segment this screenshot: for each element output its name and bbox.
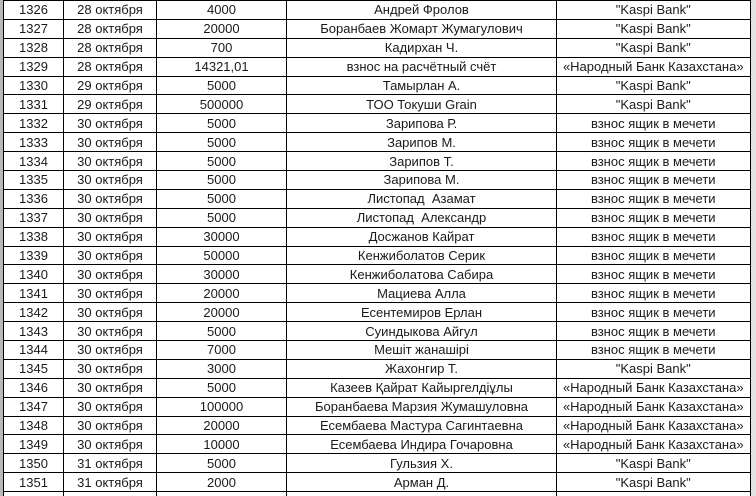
cell-name[interactable]: Есембаева Индира Гочаровна: [287, 435, 557, 454]
cell-name[interactable]: Есембаева Мастура Сагинтаевна: [287, 416, 557, 435]
table-row: [4, 246, 751, 265]
cell-row-number[interactable]: 1332: [4, 114, 64, 133]
table-row: [4, 114, 751, 133]
cell-destination[interactable]: взнос ящик в мечети: [557, 227, 751, 246]
cell-date[interactable]: 30 октября: [64, 171, 157, 190]
table-row: [4, 38, 751, 57]
cell-row-number[interactable]: 1338: [4, 227, 64, 246]
cell-amount[interactable]: 5000: [157, 189, 287, 208]
cell-date[interactable]: 30 октября: [64, 341, 157, 360]
cell-name[interactable]: Суиндыкова Айгул: [287, 322, 557, 341]
cell-name[interactable]: ТОО Токуши Grain: [287, 95, 557, 114]
cell-amount[interactable]: 5000: [157, 378, 287, 397]
cell-name[interactable]: Жахонгир Т.: [287, 359, 557, 378]
table-row: [4, 359, 751, 378]
table-row: [4, 265, 751, 284]
table-row: [4, 435, 751, 454]
cell-name[interactable]: Арман Д.: [287, 473, 557, 492]
table-row: [4, 416, 751, 435]
cell-row-number[interactable]: 1331: [4, 95, 64, 114]
table-row: [4, 171, 751, 190]
cell-date[interactable]: 29 октября: [64, 95, 157, 114]
right-edge-strip: [751, 0, 756, 496]
cell-name[interactable]: Андрей Фролов: [287, 1, 557, 20]
cell-amount[interactable]: 3000: [157, 359, 287, 378]
table-row: [4, 454, 751, 473]
cell-amount[interactable]: 5000: [157, 208, 287, 227]
cell-date[interactable]: 30 октября: [64, 227, 157, 246]
cell-amount[interactable]: 5000: [157, 76, 287, 95]
cell-name[interactable]: Мациева Алла: [287, 284, 557, 303]
cell-amount[interactable]: 20000: [157, 284, 287, 303]
cell-amount[interactable]: 5000: [157, 114, 287, 133]
cell-name[interactable]: Тамырлан А.: [287, 76, 557, 95]
cell-destination[interactable]: "Kaspi Bank": [557, 95, 751, 114]
cell-name[interactable]: Листопад Азамат: [287, 189, 557, 208]
table-row: [4, 208, 751, 227]
cell-destination[interactable]: взнос ящик в мечети: [557, 208, 751, 227]
cell-row-number[interactable]: 1343: [4, 322, 64, 341]
cell-name[interactable]: Мешіт жанашірі: [287, 341, 557, 360]
cell-row-number[interactable]: 1344: [4, 341, 64, 360]
cell-destination[interactable]: «Народный Банк Казахстана»: [557, 57, 751, 76]
table-row: [4, 19, 751, 38]
cell-row-number[interactable]: 1334: [4, 152, 64, 171]
table-row-partial: [4, 492, 751, 496]
cell-amount[interactable]: 10000: [157, 435, 287, 454]
cell-row-number[interactable]: 1351: [4, 473, 64, 492]
cell-date[interactable]: 28 октября: [64, 38, 157, 57]
cell-date[interactable]: 30 октября: [64, 359, 157, 378]
cell-date[interactable]: 30 октября: [64, 114, 157, 133]
table-row: [4, 227, 751, 246]
cell-destination[interactable]: взнос ящик в мечети: [557, 133, 751, 152]
cell-date[interactable]: 28 октября: [64, 1, 157, 20]
table-row: [4, 397, 751, 416]
table-row: [4, 284, 751, 303]
cell-name[interactable]: Есентемиров Ерлан: [287, 303, 557, 322]
cell-amount[interactable]: 5000: [157, 322, 287, 341]
cell-amount[interactable]: 500000: [157, 95, 287, 114]
left-edge-strip: [0, 0, 3, 496]
cell-date[interactable]: 30 октября: [64, 397, 157, 416]
cell-destination[interactable]: «Народный Банк Казахстана»: [557, 397, 751, 416]
cell-date[interactable]: 30 октября: [64, 322, 157, 341]
cell-date[interactable]: 28 октября: [64, 19, 157, 38]
cell-amount[interactable]: 700: [157, 38, 287, 57]
cell-row-number[interactable]: 1326: [4, 1, 64, 20]
cell-name[interactable]: Гульзия Х.: [287, 454, 557, 473]
table-row: [4, 76, 751, 95]
cell-date[interactable]: 30 октября: [64, 265, 157, 284]
cell-amount[interactable]: 20000: [157, 416, 287, 435]
cell-amount[interactable]: [157, 492, 287, 496]
donations-table-body: [4, 1, 751, 496]
table-row: [4, 303, 751, 322]
cell-name[interactable]: Казеев Қайрат Кайыргелдіұлы: [287, 378, 557, 397]
cell-row-number[interactable]: 1348: [4, 416, 64, 435]
table-row: [4, 322, 751, 341]
cell-row-number[interactable]: 1345: [4, 359, 64, 378]
cell-destination[interactable]: "Kaspi Bank": [557, 454, 751, 473]
cell-destination[interactable]: "Kaspi Bank": [557, 19, 751, 38]
cell-destination[interactable]: взнос ящик в мечети: [557, 114, 751, 133]
cell-date[interactable]: 28 октября: [64, 57, 157, 76]
cell-row-number[interactable]: 1339: [4, 246, 64, 265]
cell-date[interactable]: 30 октября: [64, 378, 157, 397]
cell-amount[interactable]: 30000: [157, 227, 287, 246]
cell-name[interactable]: Кенжиболатова Сабира: [287, 265, 557, 284]
cell-date[interactable]: 30 октября: [64, 416, 157, 435]
cell-name[interactable]: Кадирхан Ч.: [287, 38, 557, 57]
cell-destination[interactable]: взнос ящик в мечети: [557, 265, 751, 284]
cell-destination[interactable]: взнос ящик в мечети: [557, 152, 751, 171]
cell-amount[interactable]: 5000: [157, 152, 287, 171]
table-row: [4, 189, 751, 208]
cell-row-number[interactable]: 1327: [4, 19, 64, 38]
cell-name[interactable]: [287, 492, 557, 496]
cell-destination[interactable]: [557, 492, 751, 496]
cell-amount[interactable]: 30000: [157, 265, 287, 284]
cell-destination[interactable]: взнос ящик в мечети: [557, 246, 751, 265]
cell-name[interactable]: Боранбаев Жомарт Жумагулович: [287, 19, 557, 38]
table-row: [4, 133, 751, 152]
cell-date[interactable]: 30 октября: [64, 189, 157, 208]
cell-amount[interactable]: 50000: [157, 246, 287, 265]
cell-date[interactable]: 31 октября: [64, 473, 157, 492]
cell-destination[interactable]: «Народный Банк Казахстана»: [557, 378, 751, 397]
cell-destination[interactable]: "Kaspi Bank": [557, 359, 751, 378]
cell-row-number[interactable]: 1340: [4, 265, 64, 284]
cell-amount[interactable]: 7000: [157, 341, 287, 360]
cell-amount[interactable]: 20000: [157, 303, 287, 322]
cell-date[interactable]: 30 октября: [64, 303, 157, 322]
cell-date[interactable]: 29 октября: [64, 76, 157, 95]
cell-name[interactable]: Зарипова М.: [287, 171, 557, 190]
cell-date[interactable]: 30 октября: [64, 284, 157, 303]
cell-date[interactable]: [64, 492, 157, 496]
cell-row-number[interactable]: 1333: [4, 133, 64, 152]
cell-date[interactable]: 30 октября: [64, 152, 157, 171]
cell-amount[interactable]: 5000: [157, 133, 287, 152]
cell-name[interactable]: Кенжиболатов Серик: [287, 246, 557, 265]
donations-table: [3, 0, 752, 496]
cell-amount[interactable]: 5000: [157, 171, 287, 190]
cell-destination[interactable]: «Народный Банк Казахстана»: [557, 435, 751, 454]
cell-name[interactable]: Зарипова Р.: [287, 114, 557, 133]
table-row: [4, 1, 751, 20]
cell-row-number[interactable]: 1346: [4, 378, 64, 397]
cell-row-number[interactable]: [4, 492, 64, 496]
cell-name[interactable]: Зарипов М.: [287, 133, 557, 152]
cell-name[interactable]: Боранбаева Марзия Жумашуловна: [287, 397, 557, 416]
cell-row-number[interactable]: 1328: [4, 38, 64, 57]
cell-destination[interactable]: взнос ящик в мечети: [557, 322, 751, 341]
cell-amount[interactable]: 5000: [157, 454, 287, 473]
cell-row-number[interactable]: 1335: [4, 171, 64, 190]
cell-row-number[interactable]: 1337: [4, 208, 64, 227]
table-row: [4, 473, 751, 492]
cell-date[interactable]: 30 октября: [64, 435, 157, 454]
cell-destination[interactable]: "Kaspi Bank": [557, 473, 751, 492]
cell-destination[interactable]: "Kaspi Bank": [557, 76, 751, 95]
cell-date[interactable]: 30 октября: [64, 133, 157, 152]
cell-destination[interactable]: "Kaspi Bank": [557, 1, 751, 20]
cell-row-number[interactable]: 1330: [4, 76, 64, 95]
cell-name[interactable]: Зарипов Т.: [287, 152, 557, 171]
cell-amount[interactable]: 14321,01: [157, 57, 287, 76]
cell-amount[interactable]: 20000: [157, 19, 287, 38]
cell-destination[interactable]: «Народный Банк Казахстана»: [557, 416, 751, 435]
table-row: [4, 341, 751, 360]
cell-name[interactable]: Листопад Александр: [287, 208, 557, 227]
table-row: [4, 378, 751, 397]
cell-destination[interactable]: взнос ящик в мечети: [557, 284, 751, 303]
table-row: [4, 152, 751, 171]
cell-name[interactable]: Досжанов Кайрат: [287, 227, 557, 246]
cell-destination[interactable]: взнос ящик в мечети: [557, 303, 751, 322]
cell-row-number[interactable]: 1341: [4, 284, 64, 303]
cell-row-number[interactable]: 1336: [4, 189, 64, 208]
cell-destination[interactable]: взнос ящик в мечети: [557, 341, 751, 360]
cell-row-number[interactable]: 1347: [4, 397, 64, 416]
cell-row-number[interactable]: 1329: [4, 57, 64, 76]
cell-date[interactable]: 30 октября: [64, 208, 157, 227]
cell-row-number[interactable]: 1342: [4, 303, 64, 322]
cell-destination[interactable]: "Kaspi Bank": [557, 38, 751, 57]
cell-row-number[interactable]: 1349: [4, 435, 64, 454]
cell-row-number[interactable]: 1350: [4, 454, 64, 473]
cell-date[interactable]: 31 октября: [64, 454, 157, 473]
table-row: [4, 57, 751, 76]
cell-date[interactable]: 30 октября: [64, 246, 157, 265]
table-row: [4, 95, 751, 114]
cell-destination[interactable]: взнос ящик в мечети: [557, 171, 751, 190]
cell-amount[interactable]: 100000: [157, 397, 287, 416]
cell-name[interactable]: взнос на расчётный счёт: [287, 57, 557, 76]
cell-amount[interactable]: 4000: [157, 1, 287, 20]
cell-destination[interactable]: взнос ящик в мечети: [557, 189, 751, 208]
cell-amount[interactable]: 2000: [157, 473, 287, 492]
